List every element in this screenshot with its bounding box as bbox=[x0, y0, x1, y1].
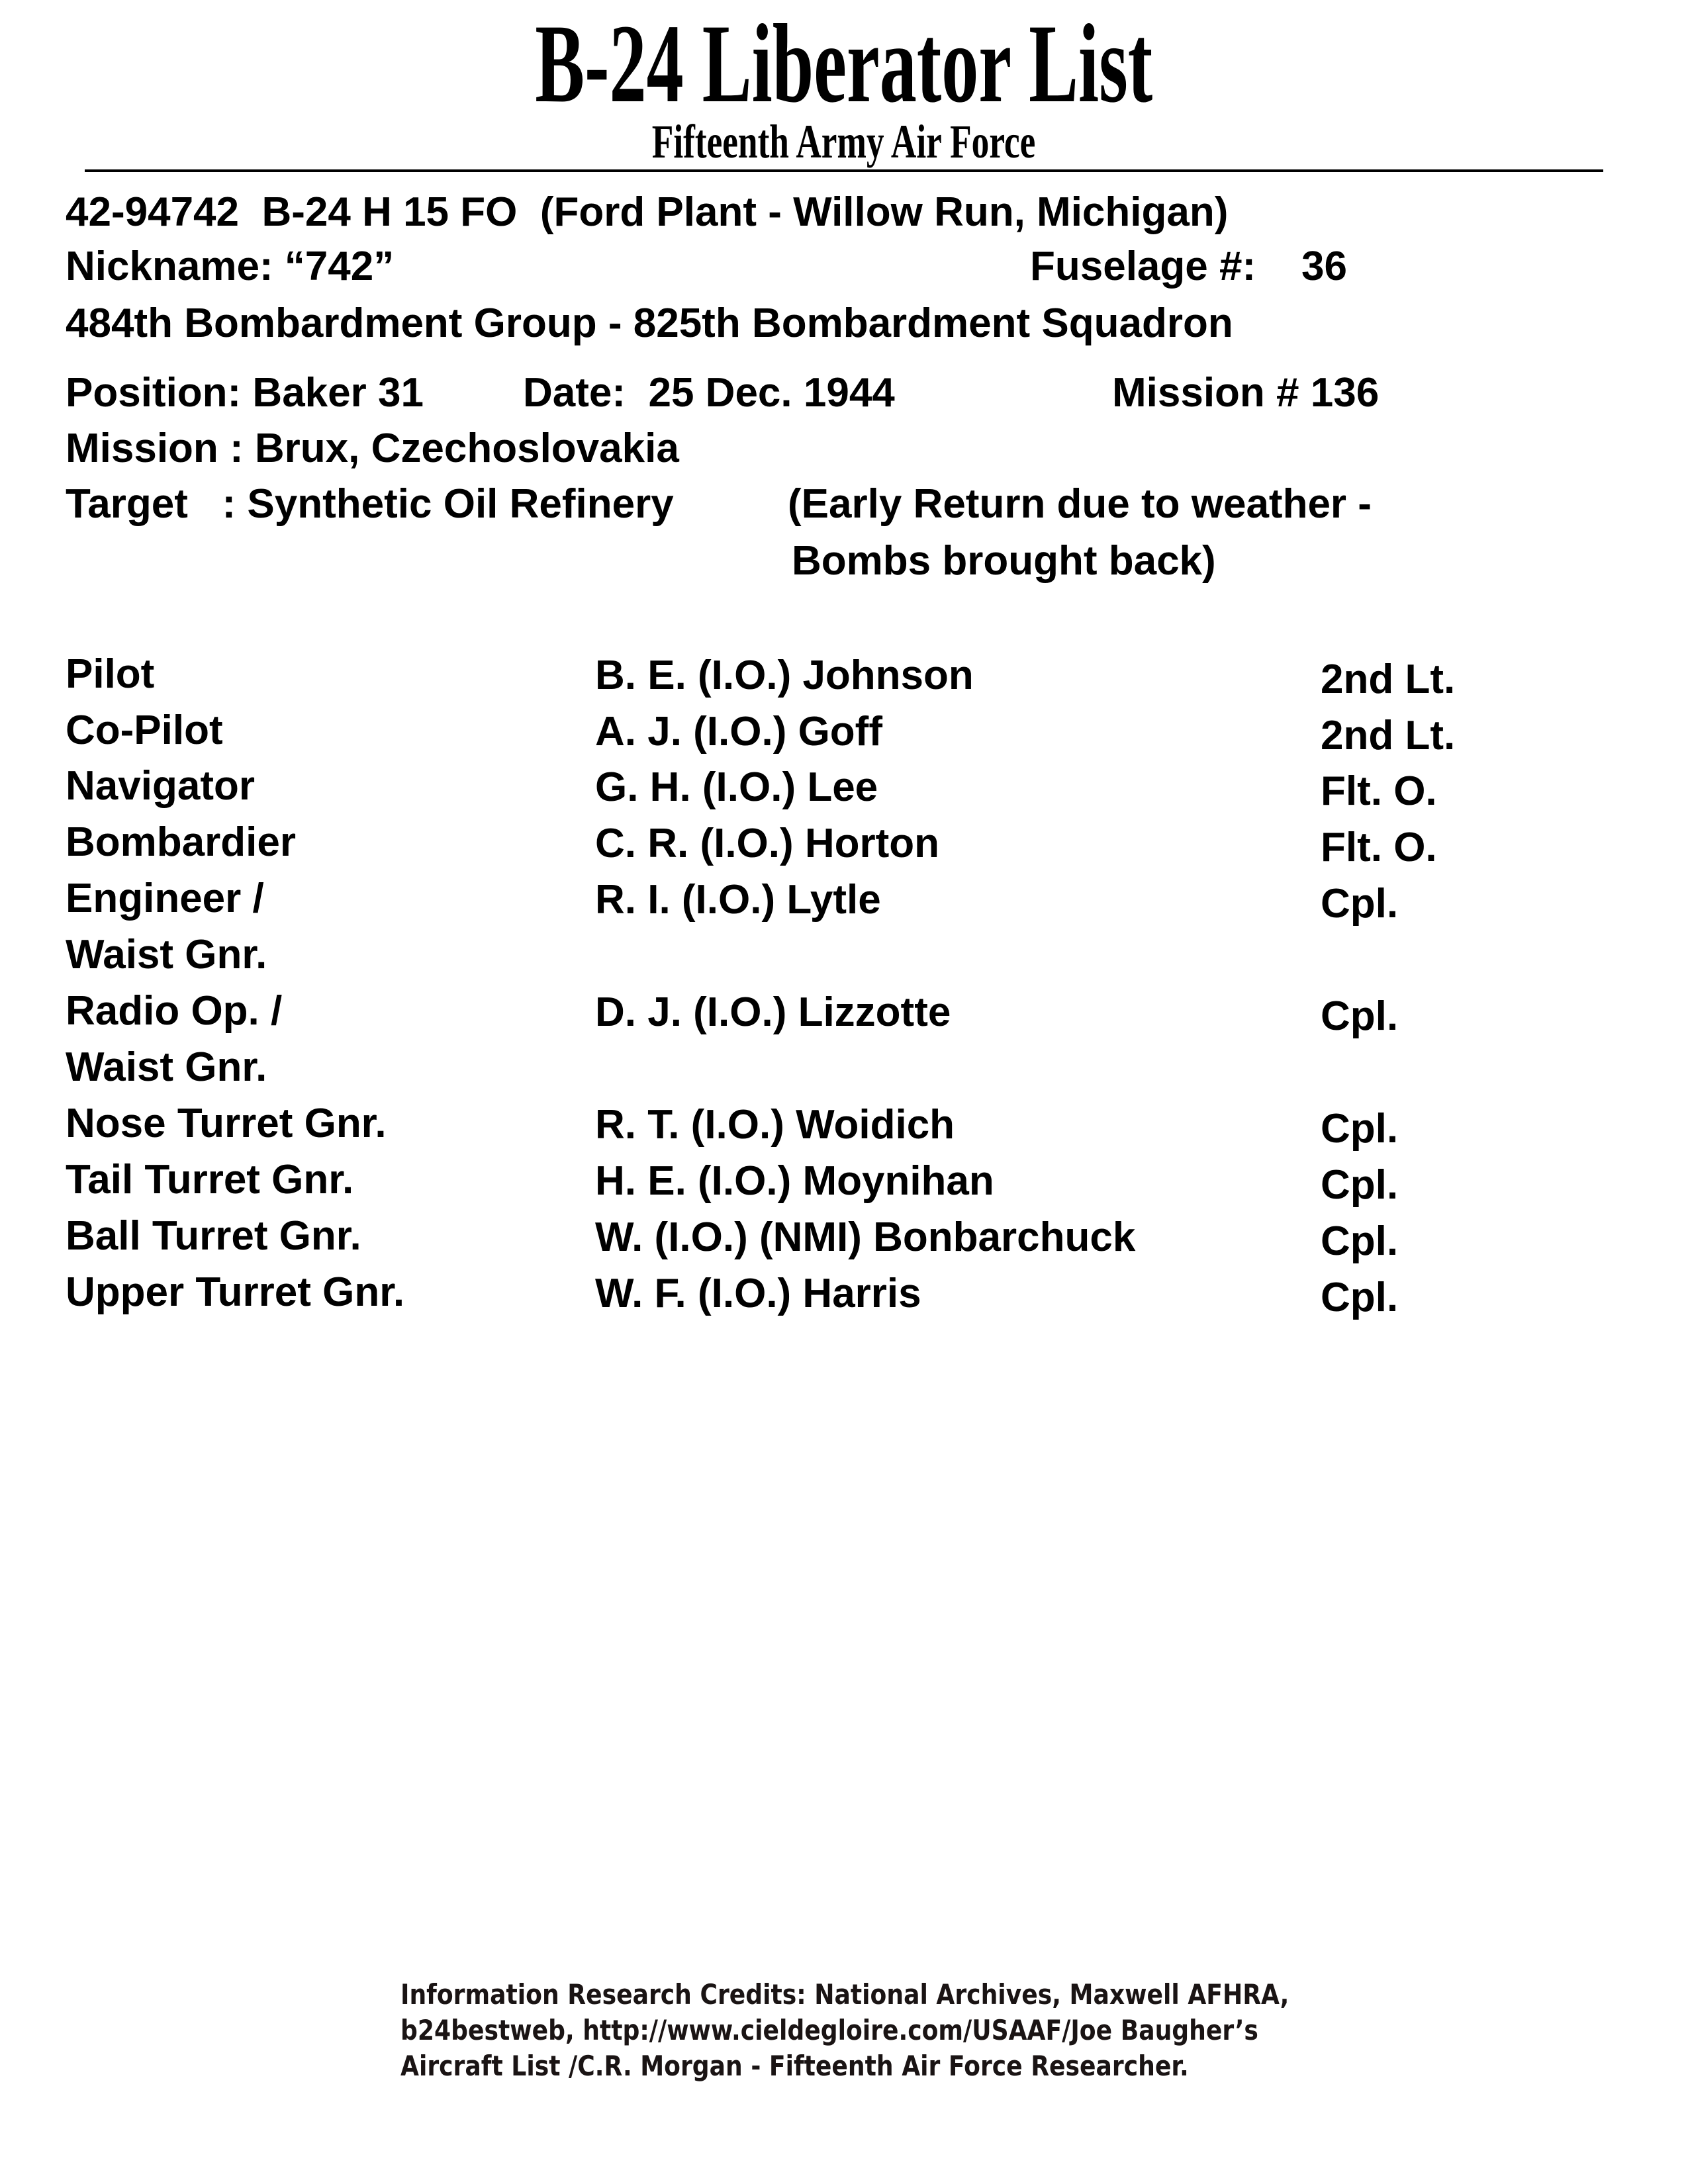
credits-line: b24bestweb, http://www.cieldegloire.com/USAAF/Joe Baugher’s bbox=[400, 2014, 1258, 2046]
mission-target: Target : Synthetic Oil Refinery bbox=[66, 481, 674, 527]
crew-position: Radio Op. / bbox=[66, 988, 283, 1034]
crew-name: R. I. (I.O.) Lytle bbox=[595, 877, 881, 923]
credits-line: Information Research Credits: National Archives, Maxwell AFHRA, bbox=[400, 1978, 1289, 2011]
page-subtitle bbox=[0, 116, 1688, 167]
crew-name: B. E. (I.O.) Johnson bbox=[595, 653, 974, 698]
crew-position: Bombardier bbox=[66, 819, 296, 865]
crew-rank: Flt. O. bbox=[1321, 768, 1437, 814]
credits-line: Aircraft List /C.R. Morgan - Fifteenth Air Force Researcher. bbox=[400, 2050, 1189, 2082]
crew-rank: 2nd Lt. bbox=[1321, 713, 1456, 758]
crew-position: Co-Pilot bbox=[66, 707, 223, 753]
crew-rank: Cpl. bbox=[1321, 881, 1399, 927]
page-title bbox=[0, 1, 1688, 126]
crew-position: Navigator bbox=[66, 763, 255, 809]
mission-number: Mission # 136 bbox=[1112, 370, 1380, 416]
mission-date: Date: 25 Dec. 1944 bbox=[523, 370, 895, 416]
crew-name: H. E. (I.O.) Moynihan bbox=[595, 1158, 994, 1204]
crew-rank: Cpl. bbox=[1321, 1218, 1399, 1264]
crew-rank: Cpl. bbox=[1321, 1275, 1399, 1320]
crew-rank: Cpl. bbox=[1321, 993, 1399, 1039]
crew-name: W. (I.O.) (NMI) Bonbarchuck bbox=[595, 1214, 1136, 1260]
nickname: Nickname: “742” bbox=[66, 244, 395, 289]
crew-rank: 2nd Lt. bbox=[1321, 657, 1456, 702]
crew-rank: Cpl. bbox=[1321, 1106, 1399, 1152]
crew-name: C. R. (I.O.) Horton bbox=[595, 821, 940, 866]
crew-name: A. J. (I.O.) Goff bbox=[595, 709, 882, 754]
header-divider bbox=[85, 169, 1603, 172]
serial-line: 42-94742 B-24 H 15 FO (Ford Plant - Willow Run, Michigan) bbox=[66, 189, 1229, 235]
crew-position: Waist Gnr. bbox=[66, 1044, 267, 1090]
crew-position: Tail Turret Gnr. bbox=[66, 1157, 354, 1203]
page-title-text: B-24 Liberator List bbox=[535, 1, 1153, 126]
crew-rank: Cpl. bbox=[1321, 1162, 1399, 1208]
crew-name: R. T. (I.O.) Woidich bbox=[595, 1102, 955, 1148]
crew-position: Ball Turret Gnr. bbox=[66, 1213, 361, 1259]
crew-name: D. J. (I.O.) Lizzotte bbox=[595, 989, 951, 1035]
crew-position: Upper Turret Gnr. bbox=[66, 1269, 405, 1315]
crew-position: Pilot bbox=[66, 651, 155, 697]
unit: 484th Bombardment Group - 825th Bombardment Squadron bbox=[66, 300, 1233, 346]
mission-note-continued: Bombs brought back) bbox=[792, 538, 1216, 584]
crew-position: Nose Turret Gnr. bbox=[66, 1101, 387, 1146]
formation-position: Position: Baker 31 bbox=[66, 370, 424, 416]
crew-name: W. F. (I.O.) Harris bbox=[595, 1271, 921, 1316]
crew-rank: Flt. O. bbox=[1321, 825, 1437, 870]
crew-position: Waist Gnr. bbox=[66, 932, 267, 978]
mission-note: (Early Return due to weather - bbox=[788, 481, 1372, 527]
crew-name: G. H. (I.O.) Lee bbox=[595, 764, 878, 810]
mission-location: Mission : Brux, Czechoslovakia bbox=[66, 426, 679, 471]
fuselage-number: Fuselage #: 36 bbox=[1030, 244, 1347, 289]
crew-position: Engineer / bbox=[66, 876, 264, 921]
page-subtitle-text: Fifteenth Army Air Force bbox=[652, 115, 1036, 168]
